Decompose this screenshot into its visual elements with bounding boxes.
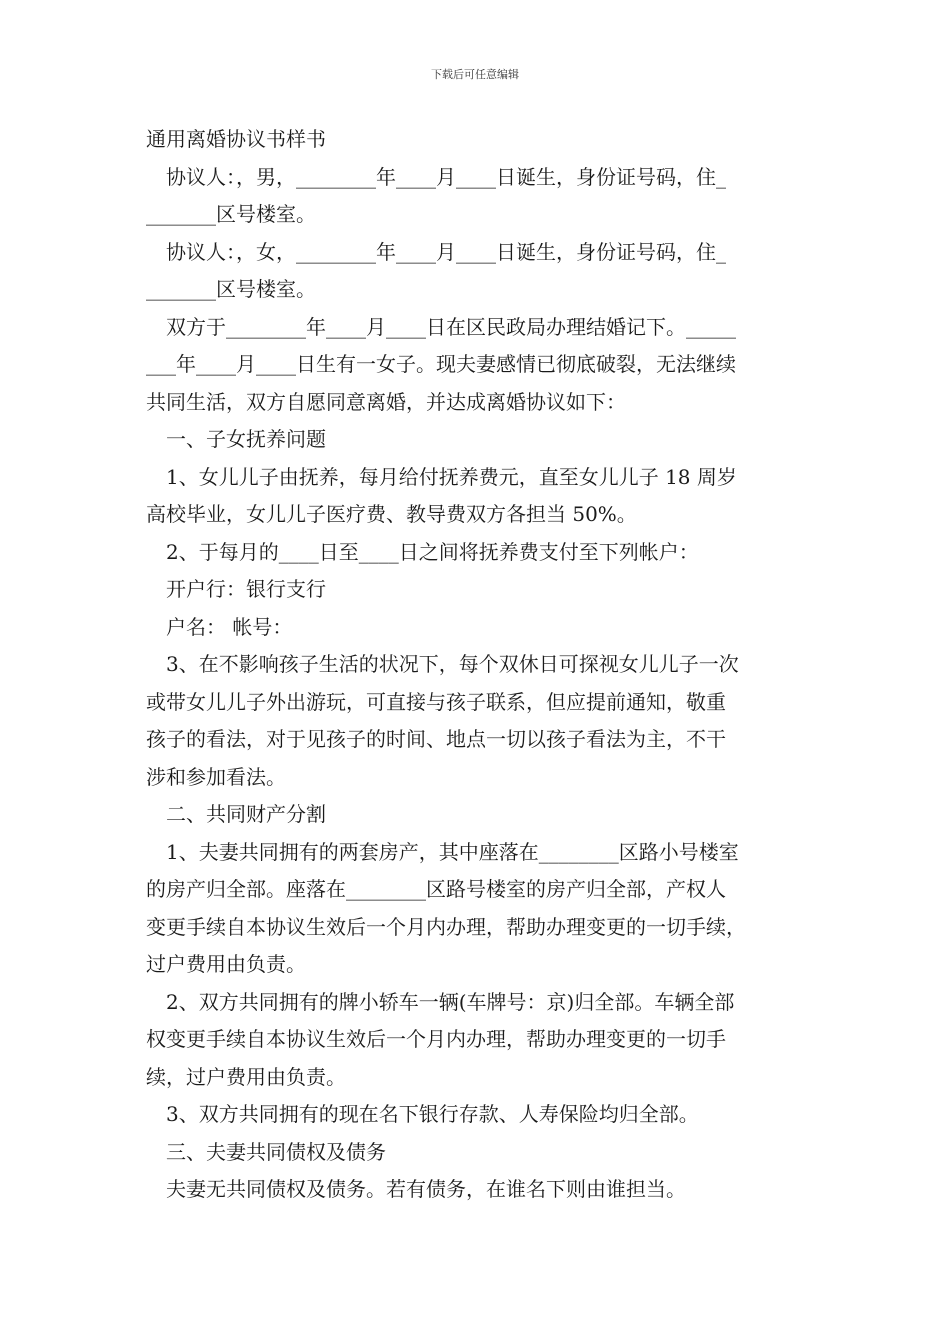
body-line: 2、于每月的____日至____日之间将抚养费支付至下列帐户： <box>166 539 699 564</box>
body-line: 双方于________年____月____日在区民政局办理结婚记下。_____ <box>166 314 736 339</box>
body-line: 过户费用由负责。 <box>146 952 306 976</box>
body-line: 孩子的看法，对于见孩子的时间、地点一切以孩子看法为主，不干 <box>146 727 726 751</box>
body-line: _______区号楼室。 <box>146 202 316 226</box>
body-line: 3、双方共同拥有的现在名下银行存款、人寿保险均归全部。 <box>166 1102 699 1126</box>
page-header: 下载后可任意编辑 <box>431 68 519 81</box>
body-line: 或带女儿儿子外出游玩，可直接与孩子联系，但应提前通知，敬重 <box>146 689 726 714</box>
body-line: 续，过户费用由负责。 <box>146 1064 346 1089</box>
body-line: 户名： 帐号： <box>166 614 293 639</box>
body-line: _______区号楼室。 <box>146 277 316 301</box>
body-line: 1、女儿儿子由抚养，每月给付抚养费元，直至女儿儿子 18 周岁 <box>166 464 737 489</box>
body-line: 三、夫妻共同债权及债务 <box>166 1139 386 1164</box>
body-line: ___年____月____日生有一女子。现夫妻感情已彻底破裂，无法继续 <box>146 352 736 376</box>
body-line: 涉和参加看法。 <box>146 764 286 789</box>
body-line: 二、共同财产分割 <box>166 802 326 826</box>
body-line: 的房产归全部。座落在________区路号楼室的房产归全部，产权人 <box>146 877 726 901</box>
body-line: 2、双方共同拥有的牌小轿车一辆(车牌号：京)归全部。车辆全部 <box>166 989 735 1014</box>
body-line: 权变更手续自本协议生效后一个月内办理，帮助办理变更的一切手 <box>146 1027 726 1051</box>
body-line: 高校毕业，女儿儿子医疗费、教导费双方各担当 50%。 <box>146 502 637 526</box>
body-line: 3、在不影响孩子生活的状况下，每个双休日可探视女儿儿子一次 <box>166 652 739 676</box>
body-line: 夫妻无共同债权及债务。若有债务，在谁名下则由谁担当。 <box>166 1177 686 1201</box>
body-line: 协议人：，女，________年____月____日诞生，身份证号码，住_ <box>166 239 726 264</box>
body-line: 共同生活，双方自愿同意离婚，并达成离婚协议如下： <box>146 389 626 414</box>
body-line: 变更手续自本协议生效后一个月内办理，帮助办理变更的一切手续， <box>146 914 746 939</box>
body-line: 一、子女抚养问题 <box>166 427 326 451</box>
body-line: 开户行：银行支行 <box>166 577 326 601</box>
document-title: 通用离婚协议书样书 <box>146 127 326 151</box>
body-line: 协议人：，男，________年____月____日诞生，身份证号码，住_ <box>166 164 726 189</box>
document-body <box>146 121 818 1209</box>
body-line: 1、夫妻共同拥有的两套房产，其中座落在________区路小号楼室 <box>166 839 739 864</box>
